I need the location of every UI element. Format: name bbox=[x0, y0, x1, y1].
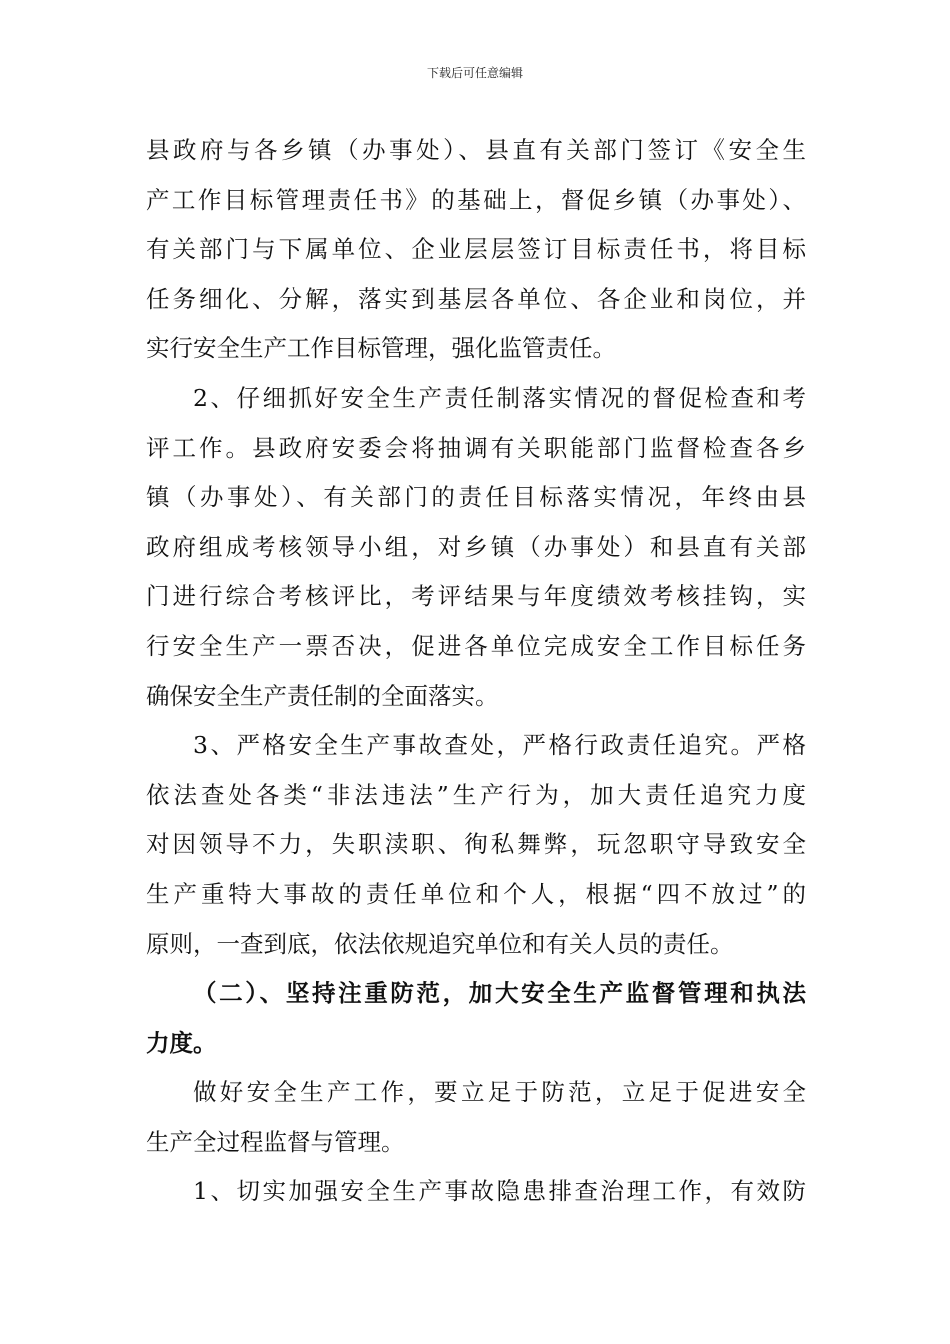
text-line: 政府组成考核领导小组，对乡镇（办事处）和县直有关部 bbox=[146, 532, 806, 561]
text-line: 实行安全生产工作目标管理，强化监管责任。 bbox=[146, 334, 616, 363]
text-line: 有关部门与下属单位、企业层层签订目标责任书，将目标 bbox=[146, 235, 806, 264]
text-line: 3、严格安全生产事故查处，严格行政责任追究。严格 bbox=[193, 731, 806, 760]
text-line: 做好安全生产工作，要立足于防范，立足于促进安全 bbox=[193, 1078, 806, 1107]
text-line: 任务细化、分解，落实到基层各单位、各企业和岗位，并 bbox=[146, 284, 806, 313]
text-line: 2、仔细抓好安全生产责任制落实情况的督促检查和考 bbox=[193, 383, 806, 412]
text-line: 生产全过程监督与管理。 bbox=[146, 1127, 405, 1156]
text-line: 行安全生产一票否决，促进各单位完成安全工作目标任务 bbox=[146, 631, 806, 660]
text-line: 生产重特大事故的责任单位和个人，根据“四不放过”的 bbox=[146, 879, 806, 908]
text-line: 对因领导不力，失职渎职、徇私舞弊，玩忽职守导致安全 bbox=[146, 830, 806, 859]
text-line: 确保安全生产责任制的全面落实。 bbox=[146, 681, 499, 710]
text-line: 门进行综合考核评比，考评结果与年度绩效考核挂钩，实 bbox=[146, 582, 806, 611]
text-line: 依法查处各类“非法违法”生产行为，加大责任追究力度 bbox=[146, 780, 806, 809]
document-body bbox=[146, 126, 806, 1217]
text-line: 原则，一查到底，依法依规追究单位和有关人员的责任。 bbox=[146, 929, 734, 958]
section-heading: 力度。 bbox=[146, 1028, 217, 1057]
text-line: 镇（办事处）、有关部门的责任目标落实情况，年终由县 bbox=[146, 483, 806, 512]
page-header: 下载后可任意编辑 bbox=[426, 66, 523, 80]
section-heading: （二）、坚持注重防范，加大安全生产监督管理和执法 bbox=[193, 979, 806, 1008]
text-line: 1、切实加强安全生产事故隐患排查治理工作，有效防 bbox=[193, 1177, 806, 1206]
text-line: 评工作。县政府安委会将抽调有关职能部门监督检查各乡 bbox=[146, 433, 806, 462]
text-line: 县政府与各乡镇（办事处）、县直有关部门签订《安全生 bbox=[146, 136, 806, 164]
text-line: 产工作目标管理责任书》的基础上，督促乡镇（办事处）、 bbox=[146, 185, 806, 214]
